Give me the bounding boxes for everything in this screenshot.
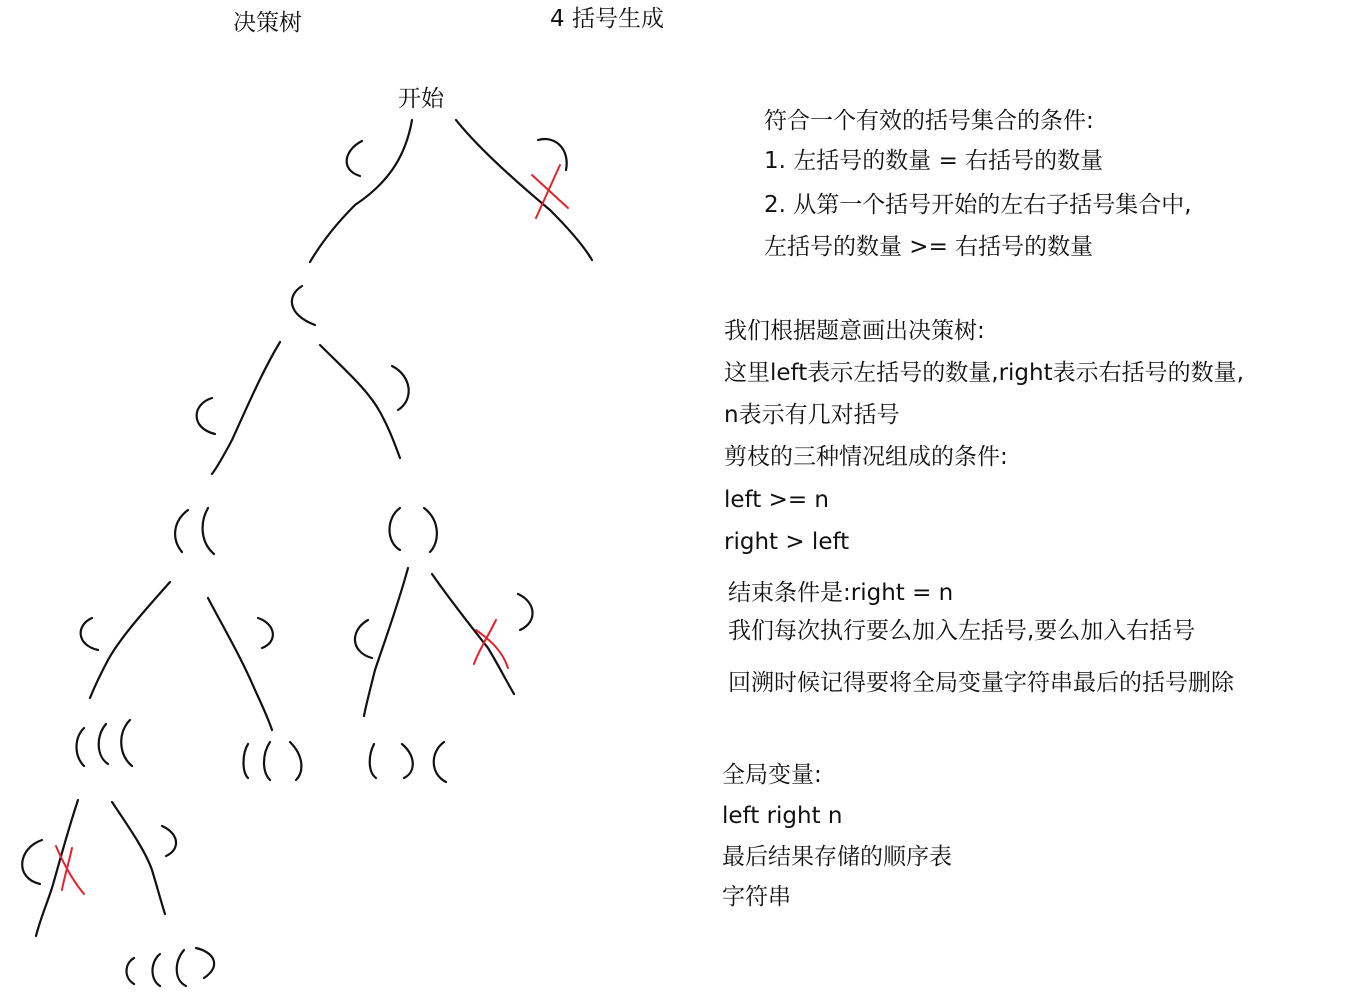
note-prune-2: right > left <box>724 529 850 555</box>
glyph-node-paren-4a <box>77 728 85 766</box>
branch-root-right <box>456 120 592 260</box>
note-draw-title: 我们根据题意画出决策树: <box>724 318 985 344</box>
note-globals-2: 最后结果存储的顺序表 <box>722 844 952 870</box>
tree-root-label: 开始 <box>398 86 444 112</box>
glyph-root-right-paren <box>538 139 567 170</box>
glyph-root-left-paren <box>347 141 362 176</box>
note-prune-1: left >= n <box>724 487 829 513</box>
glyph-node-paren-5c <box>290 742 301 780</box>
glyph-node-paren-6c <box>434 742 446 782</box>
glyph-l4-left-paren <box>22 840 42 884</box>
branch-l3-right <box>208 598 272 730</box>
glyph-l2-right-paren <box>392 366 409 410</box>
glyph-l3-right-paren <box>258 618 273 648</box>
branch-l3b-left <box>364 568 408 716</box>
note-condition-1: 1. 左括号的数量 = 右括号的数量 <box>764 148 1104 174</box>
glyph-l2-left-paren <box>197 398 215 434</box>
glyph-node-paren-6a <box>370 744 376 778</box>
glyph-node-paren-1 <box>292 286 315 325</box>
cross-l3b-right <box>474 620 508 668</box>
glyph-node-paren-7c <box>177 950 186 986</box>
problem-title: 4 括号生成 <box>550 6 664 32</box>
note-condition-2a: 2. 从第一个括号开始的左右子括号集合中, <box>764 192 1192 218</box>
cross-l4-left <box>56 846 84 894</box>
glyph-node-paren-4b <box>99 724 108 764</box>
note-condition-2b: 左括号的数量 >= 右括号的数量 <box>764 234 1094 260</box>
note-each-step: 我们每次执行要么加入左括号,要么加入右括号 <box>728 618 1196 644</box>
glyph-node-paren-2a <box>175 510 188 552</box>
note-left-right-def: 这里left表示左括号的数量,right表示右括号的数量, <box>724 360 1244 386</box>
branch-l4-right <box>112 802 165 914</box>
note-backtrack: 回溯时候记得要将全局变量字符串最后的括号删除 <box>728 670 1234 696</box>
branch-l4-left <box>36 800 78 936</box>
decision-tree-title: 决策树 <box>233 10 302 36</box>
note-globals-title: 全局变量: <box>722 762 822 788</box>
glyph-node-paren-7d <box>196 948 214 978</box>
branch-l3b-right <box>432 574 514 694</box>
branch-l2-left <box>212 342 280 474</box>
glyph-node-paren-6b <box>402 744 413 778</box>
branch-l3-left <box>90 582 170 698</box>
glyph-node-paren-3a <box>390 508 401 550</box>
note-globals-1: left right n <box>722 803 843 829</box>
glyph-node-paren-7a <box>127 958 135 984</box>
note-n-def: n表示有几对括号 <box>724 402 900 428</box>
glyph-node-paren-3b <box>424 508 437 552</box>
glyph-node-paren-4c <box>121 720 132 766</box>
glyph-node-paren-5b <box>264 742 270 780</box>
glyph-l3-left-paren <box>81 618 98 650</box>
glyph-node-paren-7b <box>153 954 161 986</box>
note-end-condition: 结束条件是:right = n <box>728 580 954 606</box>
glyph-l3b-right-paren <box>518 594 533 630</box>
note-globals-3: 字符串 <box>722 884 791 910</box>
branch-l2-right <box>320 345 400 458</box>
glyph-node-paren-2b <box>203 508 214 554</box>
glyph-l4-right-paren <box>162 826 176 856</box>
note-prune-title: 剪枝的三种情况组成的条件: <box>724 444 1008 470</box>
glyph-l3b-left-paren <box>355 620 372 658</box>
note-condition-title: 符合一个有效的括号集合的条件: <box>764 108 1094 134</box>
glyph-node-paren-5a <box>244 744 249 778</box>
